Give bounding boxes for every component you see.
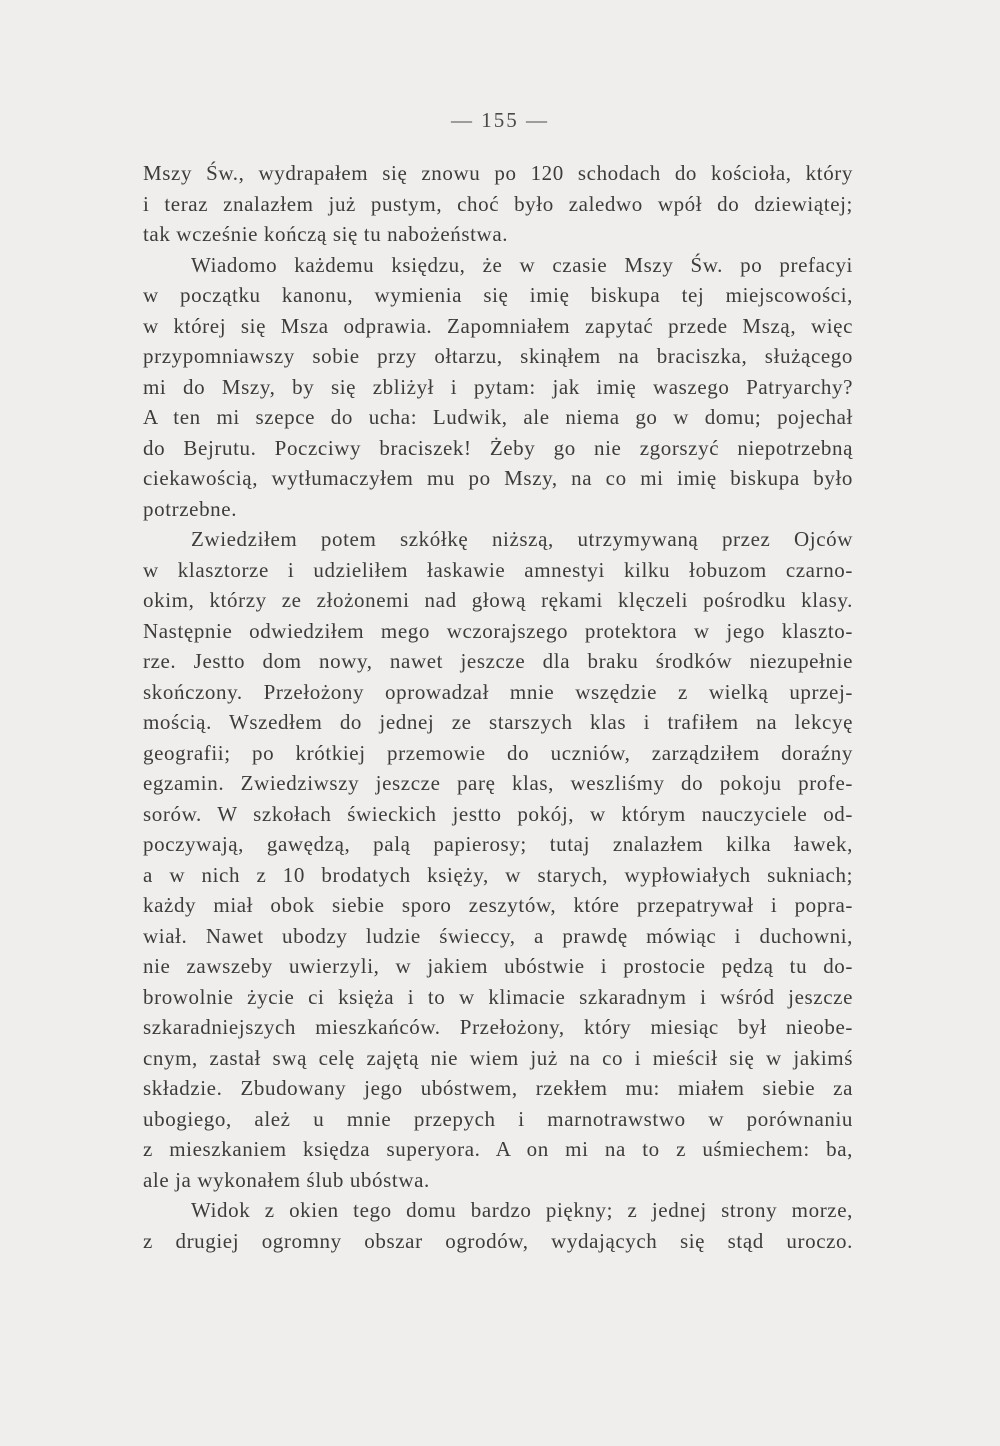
text-line: ciekawością, wytłumaczyłem mu po Mszy, na co mi imię biskupa było	[143, 466, 853, 490]
text-line: mi do Mszy, by się zbliżył i pytam: jak imię waszego Patryarchy?	[143, 374, 853, 399]
text-line: Widok z okien tego domu bardzo piękny; z jednej strony morze,	[191, 1198, 853, 1222]
text-line: poczywają, gawędzą, palą papierosy; tutaj znalazłem kilka ławek,	[143, 832, 853, 856]
text-line: wiał. Nawet ubodzy ludzie świeccy, a prawdę mówiąc i duchowni,	[143, 923, 853, 948]
text-line: Wiadomo każdemu księdzu, że w czasie Mszy Św. po prefacyi	[191, 252, 853, 277]
text-line: browolnie życie ci księża i to w klimacie szkaradnym i wśród jeszcze	[143, 984, 853, 1009]
text-line: szkaradniejszych mieszkańców. Przełożony, który miesiąc był nieobe-	[143, 1015, 853, 1039]
text-line: w klasztorze i udzieliłem łaskawie amnestyi kilku łobuzom czarno-	[143, 557, 853, 582]
text-line: w początku kanonu, wymienia się imię biskupa tej miejscowości,	[143, 283, 853, 307]
text-line: każdy miał obok siebie sporo zeszytów, które przepatrywał i popra-	[143, 893, 853, 917]
text-line: geografii; po krótkiej przemowie do uczniów, zarządziłem doraźny	[143, 740, 853, 765]
text-line: do Bejrutu. Poczciwy braciszek! Żeby go nie zgorszyć niepotrzebną	[143, 435, 853, 460]
text-line: A ten mi szepce do ucha: Ludwik, ale niema go w domu; pojechał	[143, 405, 853, 429]
text-line: rze. Jestto dom nowy, nawet jeszcze dla braku środków niezupełnie	[143, 649, 853, 673]
text-line: cnym, zastał swą celę zajętą nie wiem już na co i mieścił się w jakimś	[143, 1045, 853, 1070]
text-line: z mieszkaniem księdza superyora. A on mi na to z uśmiechem: ba,	[143, 1137, 853, 1161]
body-text	[143, 158, 853, 1256]
text-line: okim, którzy ze złożonemi nad głową rękami klęczeli pośrodku klasy.	[143, 588, 853, 612]
text-line: Zwiedziłem potem szkółkę niższą, utrzymywaną przez Ojców	[191, 527, 853, 551]
text-line: przypomniawszy sobie przy ołtarzu, skinąłem na braciszka, służącego	[143, 344, 853, 368]
text-line: Mszy Św., wydrapałem się znowu po 120 schodach do kościoła, który	[143, 161, 853, 185]
text-line: sorów. W szkołach świeckich jestto pokój, w którym nauczyciele od-	[143, 801, 853, 826]
text-line: tak wcześnie kończą się tu nabożeństwa.	[143, 222, 509, 246]
page-number: — 155 —	[451, 108, 549, 132]
text-line: Następnie odwiedziłem mego wczorajszego protektora w jego klaszto-	[143, 618, 853, 643]
text-line: z drugiej ogromny obszar ogrodów, wydających się stąd uroczo.	[143, 1228, 853, 1253]
text-line: potrzebne.	[143, 496, 238, 521]
text-line: ale ja wykonałem ślub ubóstwa.	[143, 1167, 430, 1192]
text-line: nie zawszeby uwierzyli, w jakiem ubóstwie i prostocie pędzą tu do-	[143, 954, 853, 978]
text-line: skończony. Przełożony oprowadzał mnie wszędzie z wielką uprzej-	[143, 679, 853, 704]
text-line: w której się Msza odprawia. Zapomniałem zapytać przede Mszą, więc	[143, 313, 853, 338]
text-line: a w nich z 10 brodatych księży, w starych, wypłowiałych sukniach;	[143, 862, 853, 887]
text-line: egzamin. Zwiedziwszy jeszcze parę klas, weszliśmy do pokoju profe-	[143, 771, 853, 795]
text-line: ubogiego, alеż u mnie przepych i marnotrawstwo w porównaniu	[143, 1106, 853, 1131]
text-line: i teraz znalazłem już pustym, choć było zaledwo wpół do dziewiątej;	[143, 191, 853, 216]
text-line: składzie. Zbudowany jego ubóstwem, rzekłem mu: miałem siebie za	[143, 1076, 853, 1100]
text-line: mością. Wszedłem do jednej ze starszych klas i trafiłem na lekcyę	[143, 710, 853, 734]
